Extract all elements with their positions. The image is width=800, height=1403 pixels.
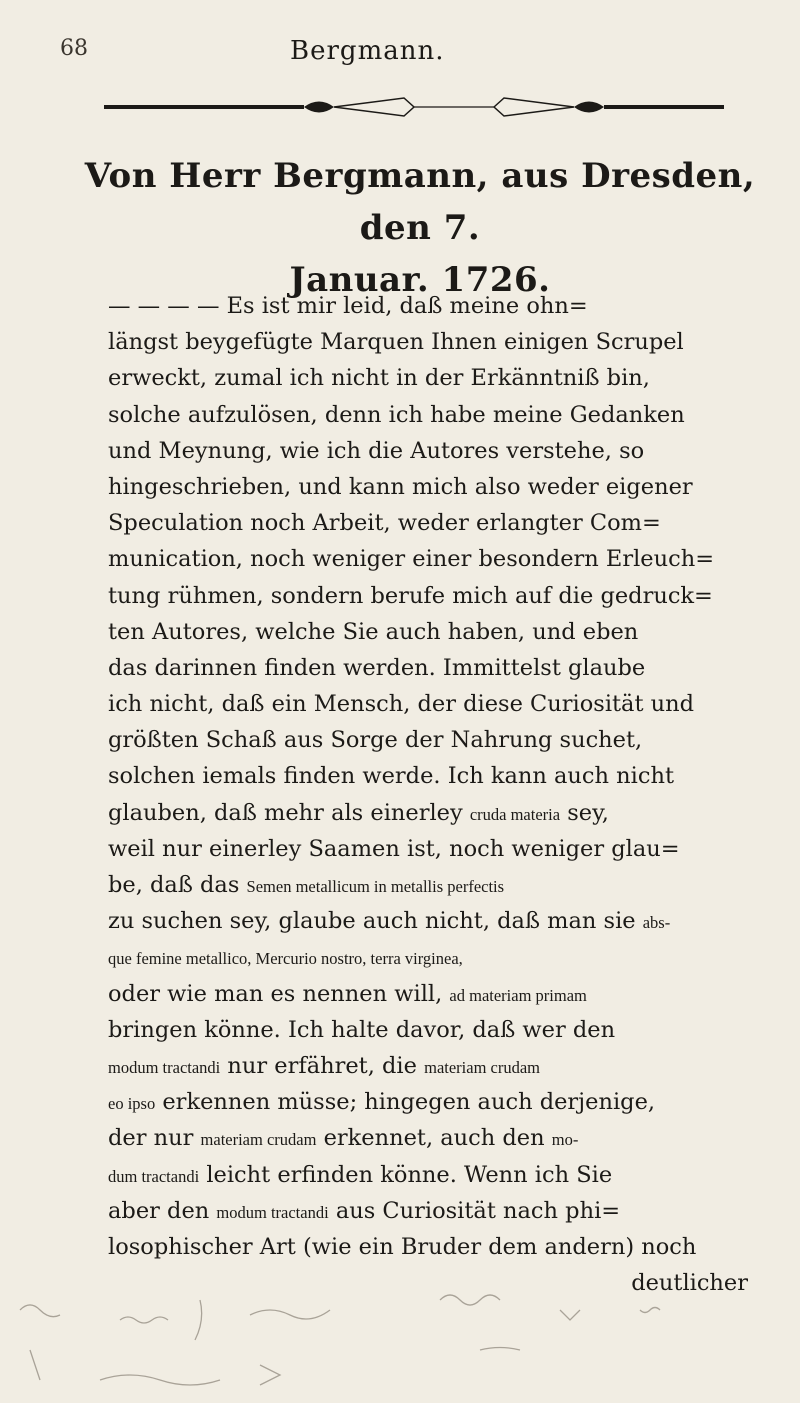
latin-phrase: eo ipso xyxy=(108,1094,156,1114)
line-text: losophischer Art (wie ein Bruder dem andern) noch xyxy=(108,1233,697,1260)
line-text: erkennen müsse; hingegen auch derjenige, xyxy=(155,1089,656,1116)
line-text: erweckt, zumal ich nicht in der Erkänntniß bin, xyxy=(108,365,650,392)
line-text: das darinnen finden werden. Immittelst glaube xyxy=(108,654,646,681)
latin-phrase: materiam crudam xyxy=(200,1130,317,1150)
latin-phrase: Semen metallicum in metallis perfectis xyxy=(246,877,505,896)
line-text: oder wie man es nennen will, xyxy=(108,980,450,1007)
text-line xyxy=(108,578,748,614)
line-text: bringen könne. Ich halte davor, daß wer den xyxy=(108,1016,616,1043)
text-line xyxy=(108,614,748,650)
line-text: be, daß das xyxy=(108,872,247,898)
line-text: leicht erfinden könne. Wenn ich Sie xyxy=(199,1161,613,1188)
text-line xyxy=(108,976,748,1012)
line-text: aus Curiosität nach phi= xyxy=(328,1197,621,1224)
ornament-divider xyxy=(104,92,724,122)
running-head xyxy=(60,36,740,76)
line-text: aber den xyxy=(108,1197,217,1224)
text-line xyxy=(108,324,748,360)
text-line xyxy=(108,433,748,469)
text-line xyxy=(108,1048,748,1084)
line-text: solchen iemals finden werde. Ich kann auch nicht xyxy=(108,763,674,790)
line-text: weil nur einerley Saamen ist, noch weniger glau= xyxy=(108,835,680,862)
line-text: nur erfähret, die xyxy=(220,1052,425,1079)
latin-phrase: modum tractandi xyxy=(216,1202,329,1222)
letter-heading xyxy=(70,150,770,306)
latin-phrase: mo- xyxy=(551,1130,579,1150)
line-text: tung rühmen, sondern berufe mich auf die gedruck= xyxy=(108,582,713,609)
text-line xyxy=(108,469,748,505)
text-line xyxy=(108,795,748,831)
line-text: — — — — Es ist mir leid, daß meine ohn= xyxy=(108,293,588,319)
line-text: erkennet, auch den xyxy=(316,1125,552,1152)
heading-line-2: Januar. 1726. xyxy=(289,260,551,300)
line-text: glauben, daß mehr als einerley xyxy=(108,799,470,826)
heading-line-1: Von Herr Bergmann, aus Dresden, den 7. xyxy=(84,156,756,248)
latin-phrase: materiam crudam xyxy=(424,1057,541,1077)
line-text: hingeschrieben, und kann mich also weder eigener xyxy=(108,473,693,500)
text-line xyxy=(108,686,748,722)
line-text: munication, noch weniger einer besondern Erleuch= xyxy=(108,546,715,573)
handwritten-scribble xyxy=(0,1270,800,1400)
text-line xyxy=(108,831,748,867)
line-text: längst beygefügte Marquen Ihnen einigen Scrupel xyxy=(108,329,684,356)
text-line xyxy=(108,903,748,939)
text-line xyxy=(108,288,748,324)
text-line xyxy=(108,722,748,758)
line-text: sey, xyxy=(560,799,609,826)
line-text: und Meynung, wie ich die Autores verstehe, so xyxy=(108,437,645,464)
text-line xyxy=(108,1120,748,1156)
text-line xyxy=(108,867,748,903)
line-text: der nur xyxy=(108,1125,201,1152)
line-text: deutlicher xyxy=(631,1270,748,1297)
page-number: 68 xyxy=(60,36,88,61)
text-line xyxy=(108,397,748,433)
latin-phrase: cruda materia xyxy=(469,804,561,824)
text-line xyxy=(108,1193,748,1229)
text-line xyxy=(108,1084,748,1120)
running-title: Bergmann. xyxy=(290,36,445,66)
text-line xyxy=(108,939,748,975)
latin-phrase: dum tractandi xyxy=(108,1166,200,1186)
body-text xyxy=(108,288,748,1301)
text-line xyxy=(108,360,748,396)
latin-phrase: que femine metallico, Mercurio nostro, terra virginea, xyxy=(108,949,463,969)
latin-phrase: ad materiam primam xyxy=(449,985,587,1005)
text-line xyxy=(108,650,748,686)
text-line xyxy=(108,1012,748,1048)
line-text: ich nicht, daß ein Mensch, der diese Curiosität und xyxy=(108,691,695,718)
line-text: zu suchen sey, glaube auch nicht, daß man sie xyxy=(108,908,643,935)
line-text: solche aufzulösen, denn ich habe meine Gedanken xyxy=(108,401,685,428)
text-line xyxy=(108,758,748,794)
text-line xyxy=(108,1157,748,1193)
latin-phrase: modum tractandi xyxy=(108,1057,221,1077)
text-line xyxy=(108,505,748,541)
latin-phrase: abs- xyxy=(642,913,671,933)
text-line xyxy=(108,1229,748,1265)
line-text: ten Autores, welche Sie auch haben, und eben xyxy=(108,618,639,645)
line-text: größten Schaß aus Sorge der Nahrung suchet, xyxy=(108,727,643,754)
line-text: Speculation noch Arbeit, weder erlangter Com= xyxy=(108,510,661,537)
text-line xyxy=(108,541,748,577)
